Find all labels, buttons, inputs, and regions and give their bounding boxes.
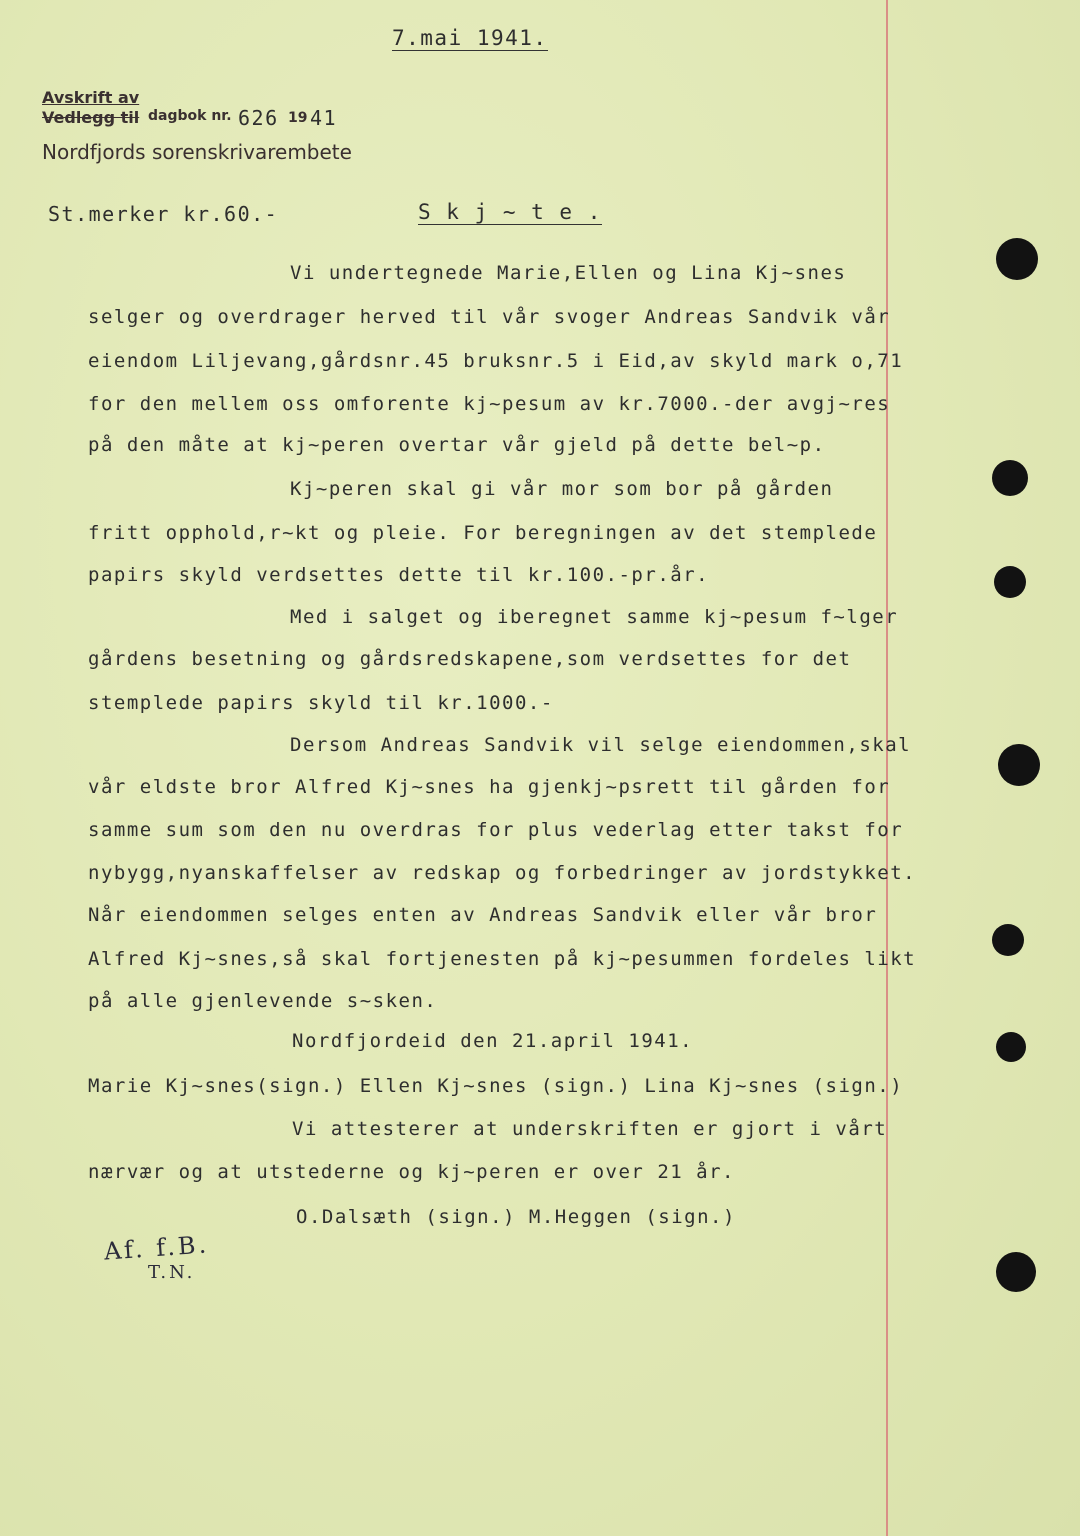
text-line: papirs skyld verdsettes dette til kr.100.-pr.år.: [88, 564, 710, 586]
stamp-duty: St.merker kr.60.-: [48, 202, 279, 226]
text-line: samme sum som den nu overdras for plus vederlag etter takst for: [88, 819, 904, 841]
text-line: O.Dalsæth (sign.) M.Heggen (sign.): [296, 1206, 736, 1228]
text-line: nybygg,nyanskaffelser av redskap og forbedringer av jordstykket.: [88, 862, 917, 884]
text-line: vår eldste bror Alfred Kj~snes ha gjenkj~psrett til gården for: [88, 776, 891, 798]
text-line: Marie Kj~snes(sign.) Ellen Kj~snes (sign.) Lina Kj~snes (sign.): [88, 1075, 904, 1097]
punch-hole: [998, 744, 1040, 786]
stamp-dagbok-label: dagbok nr.: [148, 108, 232, 124]
text-line: stemplede papirs skyld til kr.1000.-: [88, 692, 554, 714]
text-line: Dersom Andreas Sandvik vil selge eiendommen,skal: [290, 734, 912, 756]
text-line: på den måte at kj~peren overtar vår gjeld på dette bel~p.: [88, 434, 826, 456]
text-line: Alfred Kj~snes,så skal fortjenesten på kj~pesummen fordeles likt: [88, 948, 917, 970]
punch-hole: [996, 1032, 1026, 1062]
stamp-line-2: Vedlegg til: [42, 108, 140, 127]
stamp-year-prefix: 19: [288, 110, 308, 126]
handwritten-initials-2: T.N.: [148, 1262, 196, 1283]
punch-hole: [994, 566, 1026, 598]
red-margin-line: [886, 0, 888, 1536]
document-title: S k j ~ t e .: [418, 200, 602, 224]
punch-hole: [996, 1252, 1036, 1292]
text-line: selger og overdrager herved til vår svoger Andreas Sandvik vår: [88, 306, 891, 328]
text-line: eiendom Liljevang,gårdsnr.45 bruksnr.5 i Eid,av skyld mark o,71: [88, 350, 904, 372]
text-line: Nordfjordeid den 21.april 1941.: [292, 1030, 694, 1052]
text-line: Vi undertegnede Marie,Ellen og Lina Kj~snes: [290, 262, 847, 284]
text-line: fritt opphold,r~kt og pleie. For beregningen av det stemplede: [88, 522, 878, 544]
stamp-office: Nordfjords sorenskrivarembete: [42, 140, 352, 164]
stamp-line-1: Avskrift av: [42, 88, 140, 107]
text-line: Når eiendommen selges enten av Andreas Sandvik eller vår bror: [88, 904, 878, 926]
text-line: på alle gjenlevende s~sken.: [88, 990, 438, 1012]
text-line: gårdens besetning og gårdsredskapene,som verdsettes for det: [88, 648, 852, 670]
text-line: Med i salget og iberegnet samme kj~pesum f~lger: [290, 606, 899, 628]
text-line: Kj~peren skal gi vår mor som bor på gården: [290, 478, 834, 500]
document-date: 7.mai 1941.: [392, 26, 548, 50]
punch-hole: [992, 460, 1028, 496]
text-line: Vi attesterer at underskriften er gjort i vårt: [292, 1118, 888, 1140]
text-line: for den mellem oss omforente kj~pesum av kr.7000.-der avgj~res: [88, 393, 891, 415]
stamp-dagbok-number: 626: [238, 106, 279, 130]
stamp-year-suffix: 41: [310, 106, 338, 130]
punch-hole: [996, 238, 1038, 280]
handwritten-initials: Af. f.B.: [103, 1230, 210, 1266]
punch-hole: [992, 924, 1024, 956]
text-line: nærvær og at utstederne og kj~peren er over 21 år.: [88, 1161, 735, 1183]
